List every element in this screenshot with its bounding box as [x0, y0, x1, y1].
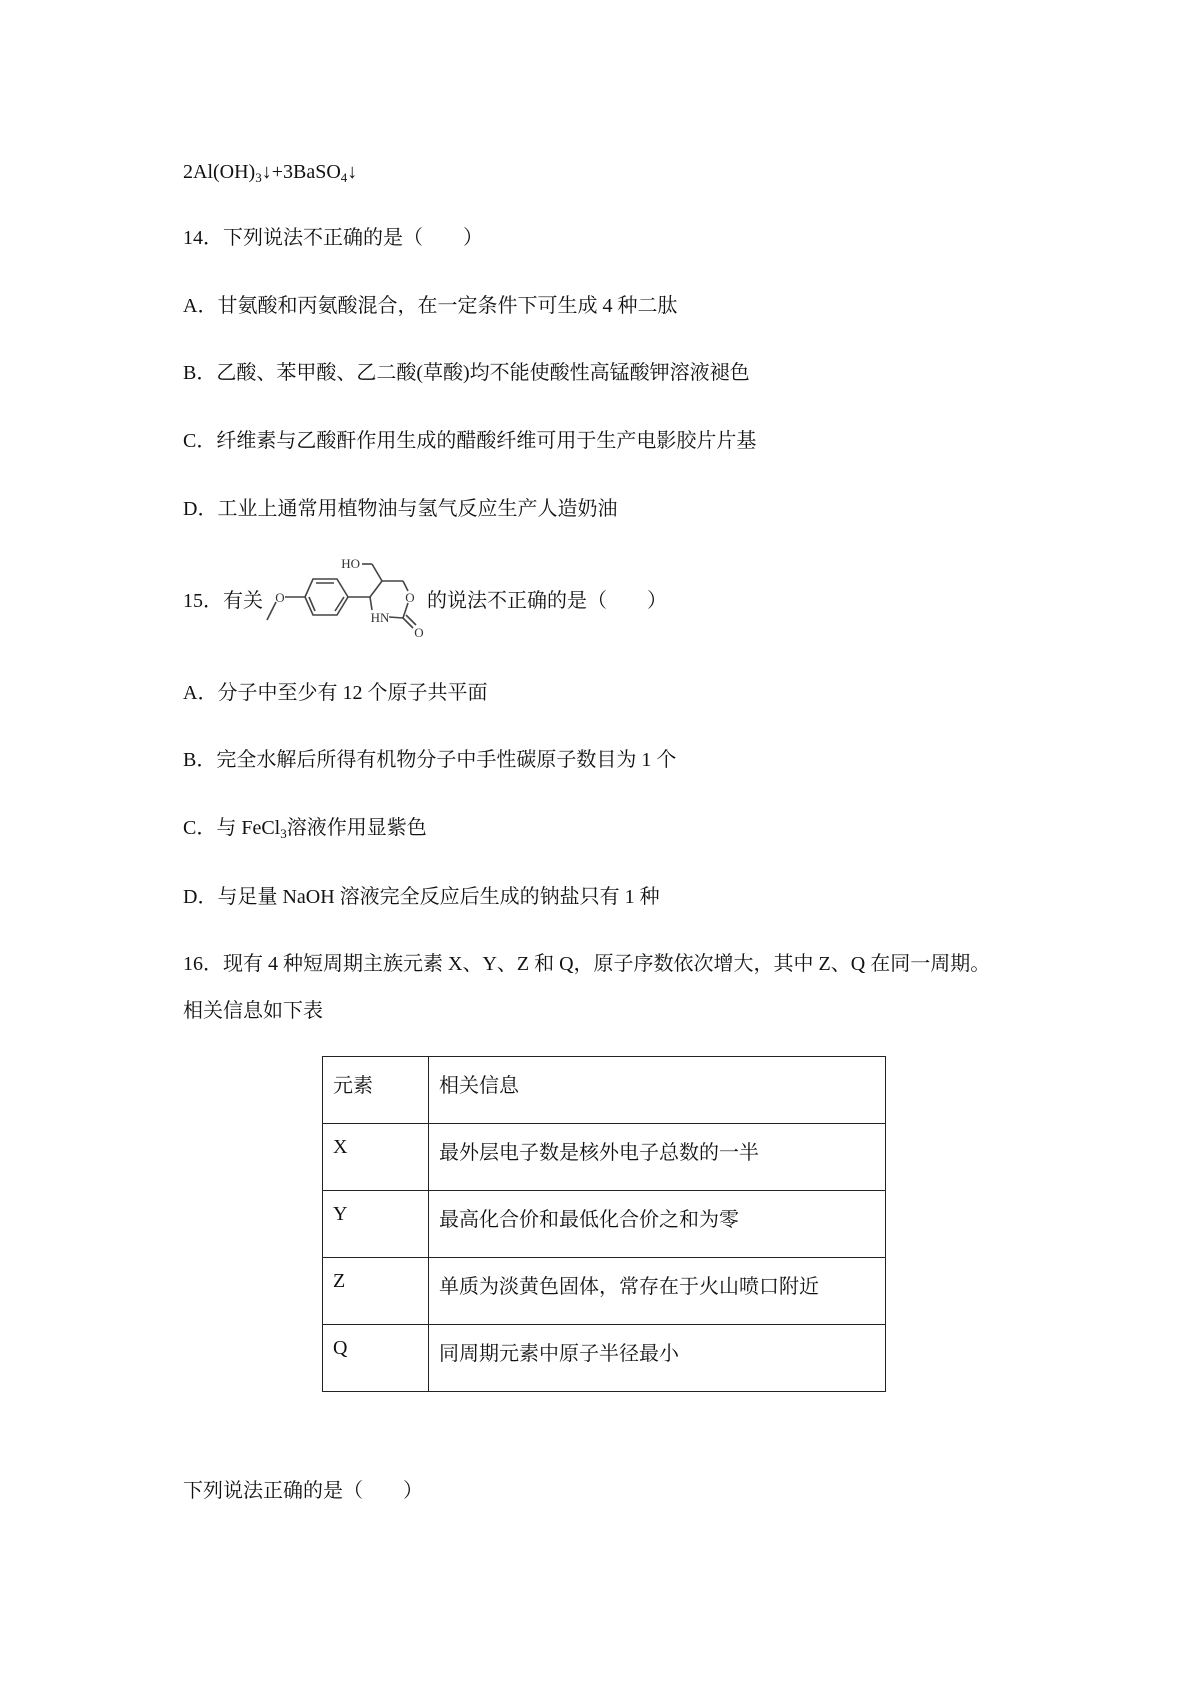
q14-option-b: B．乙酸、苯甲酸、乙二酸(草酸)均不能使酸性高锰酸钾溶液褪色 — [183, 362, 750, 384]
hydroxyl-label: HO — [341, 556, 360, 571]
table-row — [323, 1325, 886, 1392]
ring-o-label: O — [405, 590, 415, 605]
carbonyl-o-label: O — [414, 625, 424, 640]
q14-option-d: D．工业上通常用植物油与氢气反应生产人造奶油 — [183, 498, 618, 520]
q14-stem: 14．下列说法不正确的是（ ） — [183, 227, 483, 249]
q15-option-a: A．分子中至少有 12 个原子共平面 — [183, 682, 488, 704]
q14-option-a: A．甘氨酸和丙氨酸混合，在一定条件下可生成 4 种二肽 — [183, 295, 678, 317]
table-header-row — [323, 1057, 886, 1124]
cell-element: X — [323, 1124, 429, 1191]
q15-stem-prefix: 15．有关 — [183, 590, 263, 612]
q16-follow-up: 下列说法正确的是（ ） — [183, 1480, 423, 1502]
cell-info: 单质为淡黄色固体，常存在于火山喷口附近 — [429, 1258, 886, 1325]
option-c-sub: 3 — [280, 826, 287, 841]
option-c-post: 溶液作用显紫色 — [286, 817, 427, 839]
table-row — [323, 1258, 886, 1325]
eq-part: 2Al(OH) — [183, 161, 256, 183]
q14-option-c: C．纤维素与乙酸酐作用生成的醋酸纤维可用于生产电影胶片片基 — [183, 430, 757, 452]
eq-part: ↓ — [347, 161, 358, 183]
cell-element: Q — [323, 1325, 429, 1392]
table-row — [323, 1191, 886, 1258]
molecule-structure — [260, 550, 430, 645]
eq-sub: 4 — [340, 170, 348, 185]
cell-element: Z — [323, 1258, 429, 1325]
header-info: 相关信息 — [429, 1057, 886, 1124]
cell-element: Y — [323, 1191, 429, 1258]
q16-stem-line1: 16．现有 4 种短周期主族元素 X、Y、Z 和 Q，原子序数依次增大，其中 Z、Q 在同一周期。 — [183, 953, 991, 975]
eq-part: ↓+3BaSO — [261, 161, 341, 183]
eq-sub: 3 — [255, 170, 262, 185]
nh-label: HN — [370, 610, 390, 625]
q15-option-c — [183, 816, 427, 840]
table-row — [323, 1124, 886, 1191]
cell-info: 最外层电子数是核外电子总数的一半 — [429, 1124, 886, 1191]
header-element: 元素 — [323, 1057, 429, 1124]
q15-option-b: B．完全水解后所得有机物分子中手性碳原子数目为 1 个 — [183, 749, 677, 771]
option-c-pre: C．与 FeCl — [183, 817, 281, 839]
equation-tail — [183, 160, 357, 184]
cell-info: 最高化合价和最低化合价之和为零 — [429, 1191, 886, 1258]
element-info-table — [322, 1056, 886, 1392]
methoxy-o-label: O — [275, 590, 285, 605]
q15-option-d: D．与足量 NaOH 溶液完全反应后生成的钠盐只有 1 种 — [183, 886, 660, 908]
q15-stem-suffix: 的说法不正确的是（ ） — [427, 590, 667, 612]
cell-info: 同周期元素中原子半径最小 — [429, 1325, 886, 1392]
q16-stem-line2: 相关信息如下表 — [183, 1000, 323, 1022]
